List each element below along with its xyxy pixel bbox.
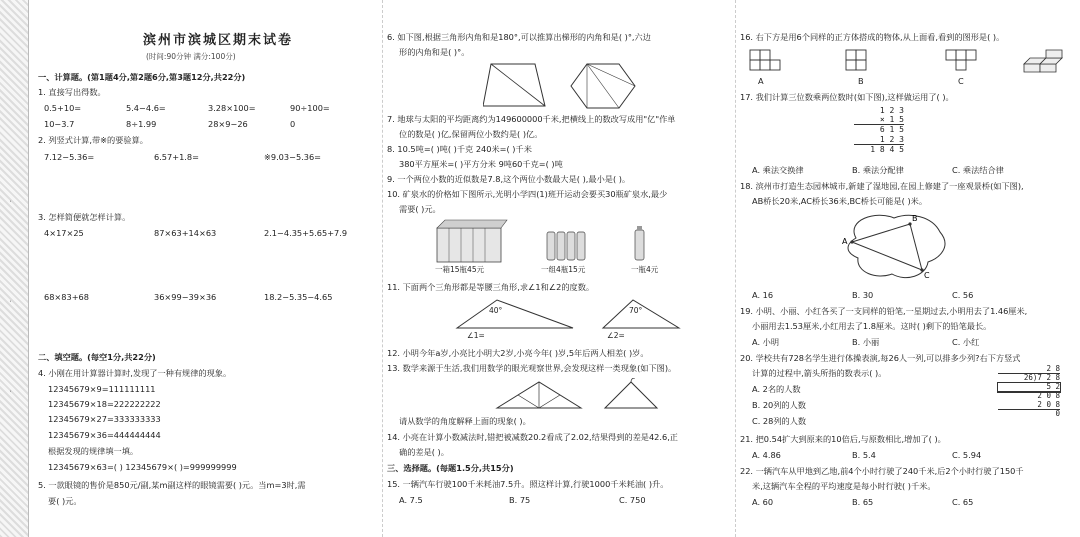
water-bottles-figure [435, 218, 655, 264]
bridge-map [836, 210, 956, 282]
section-choice: 三、选择题。(每题1.5分,共15分) [387, 463, 514, 473]
question-5-line-2: 要( )元。 [48, 496, 82, 506]
question-9: 9. 一个两位小数的近似数是7.8,这个两位小数最大是( ),最小是( )。 [387, 174, 631, 184]
question-18-line-1: 18. 滨州市打造生态园林城市,新建了湿地园,在园上修建了一座观景桥(如下图), [740, 181, 1024, 191]
page-title: 滨州市滨城区期末试卷 [143, 33, 294, 48]
pattern-eq-2: 12345679×18=222222222 [48, 399, 161, 409]
question-20-line-2: 计算的过程中,箭头所指的数表示( )。 [752, 368, 887, 378]
q19-option-b[interactable]: B. 小丽 [852, 337, 880, 347]
q2-row: 7.12−5.36= 6.57+1.8= ※9.03−5.36= [44, 152, 322, 162]
angle-a-label: 40° [489, 306, 503, 315]
question-18-line-2: AB桥长20米,AC桥长36米,BC桥长可能是( )米。 [752, 196, 928, 206]
question-12: 12. 小明今年a岁,小亮比小明大2岁,小亮今年( )岁,5年后两人相差( )岁。 [387, 348, 649, 358]
question-13-line-2: 请从数学的角度解释上面的现象( )。 [399, 416, 531, 426]
vertical-multiplication: 1 2 3 × 1 5 6 1 5 1 2 3 1 8 4 5 [854, 106, 904, 154]
q17-option-c[interactable]: C. 乘法结合律 [952, 165, 1004, 175]
question-20-line-1: 20. 学校共有728名学生进行体操表演,每26人一列,可以排多少列?右下方竖式 [740, 353, 1021, 363]
question-6-line-2: 形的内角和是( )°。 [399, 47, 470, 57]
section-calculation: 一、计算题。(第1题4分,第2题6分,第3题12分,共22分) [38, 72, 246, 82]
question-21: 21. 把0.54扩大到原来的10倍后,与原数相比,增加了( )。 [740, 434, 946, 444]
bridge-ab [852, 224, 910, 242]
bottle-case-icon [437, 220, 507, 262]
point-a-label: A [842, 237, 848, 246]
question-1: 1. 直接写出得数。 [38, 87, 106, 97]
price-pack: 一组4瓶15元 [541, 265, 586, 274]
q17-option-b[interactable]: B. 乘法分配律 [852, 165, 904, 175]
q16-option-a[interactable]: A [758, 76, 764, 86]
long-division: 2 8 26)7 2 8 5 2 2 0 8 2 0 8 0 [998, 365, 1060, 418]
pattern-eq-1: 12345679×9=111111111 [48, 384, 156, 394]
question-3: 3. 怎样简便就怎样计算。 [38, 212, 131, 222]
question-14-line-1: 14. 小亮在计算小数减法时,错把被减数20.2看成了2.02,结果得到的差是42.6,正 [387, 432, 678, 442]
q15-option-b[interactable]: B. 75 [509, 495, 531, 505]
angle-1-answer: ∠1= [467, 331, 485, 340]
point-b-label: B [912, 214, 918, 223]
q16-option-b[interactable]: B [858, 76, 864, 86]
question-19-line-1: 19. 小明、小丽、小红各买了一支同样的铅笔,一星期过去,小明用去了1.46厘米, [740, 306, 1028, 316]
q4-instruction: 根据发现的规律填一填。 [48, 446, 139, 456]
q16-figures [746, 46, 1066, 76]
q17-option-a[interactable]: A. 乘法交换律 [752, 165, 804, 175]
view-b-icon [846, 50, 866, 70]
q21-option-b[interactable]: B. 5.4 [852, 450, 876, 460]
bridge-ac [852, 242, 922, 270]
q19-options [752, 337, 1012, 348]
question-11: 11. 下面两个三角形都是等腰三角形,求∠1和∠2的度数。 [387, 282, 595, 292]
q20-option-c[interactable]: C. 28列的人数 [752, 416, 807, 426]
q4-fill: 12345679×63=( ) 12345679×( )=999999999 [48, 462, 237, 472]
single-bottle-icon [635, 226, 644, 260]
q16-option-c[interactable]: C [958, 76, 964, 86]
column-middle [382, 0, 727, 537]
question-4: 4. 小刚在用计算器计算时,发现了一种有规律的现象。 [38, 368, 232, 378]
pattern-eq-3: 12345679×27=333333333 [48, 414, 161, 424]
price-single: 一瓶4元 [631, 265, 659, 274]
q18-option-b[interactable]: B. 30 [852, 290, 874, 300]
view-a-icon [750, 50, 780, 70]
point-c-label: C [924, 271, 930, 280]
question-8-line-2: 380平方厘米=( )平方分米 9吨60千克=( )吨 [399, 159, 563, 169]
q18-options [752, 290, 1012, 301]
q22-option-a[interactable]: A. 60 [752, 497, 774, 507]
q21-option-c[interactable]: C. 5.94 [952, 450, 982, 460]
question-22-line-2: 米,这辆汽车全程的平均速度是每小时行驶( )千米。 [752, 481, 936, 491]
question-13-line-1: 13. 数学来源于生活,我们用数学的眼光观察世界,会发现这样一类现象(如下图)。 [387, 363, 677, 373]
angle-2-answer: ∠2= [607, 331, 625, 340]
column-right [735, 0, 1075, 537]
page-subtitle: (时间:90分钟 满分:100分) [146, 52, 236, 61]
binding-mark: · [6, 200, 14, 203]
question-15: 15. 一辆汽车行驶100千米耗油7.5升。照这样计算,行驶1000千米耗油( )升。 [387, 479, 669, 489]
question-7-line-2: 位的数是( )亿,保留两位小数约是( )亿。 [399, 129, 543, 139]
q21-option-a[interactable]: A. 4.86 [752, 450, 781, 460]
section-fill-blank: 二、填空题。(每空1分,共22分) [38, 352, 156, 362]
q1-row-2: 10−3.7 8÷1.99 28×9−26 0 [44, 119, 296, 129]
question-2: 2. 列竖式计算,带※的要验算。 [38, 135, 148, 145]
question-19-line-2: 小丽用去1.53厘米,小红用去了1.8厘米。这时( )剩下的铅笔最长。 [752, 321, 992, 331]
question-5-line-1: 5. 一款眼镜的售价是850元/副,某m副这样的眼镜需要( )元。当m=3时,需 [38, 480, 306, 490]
binding-margin [0, 0, 29, 537]
cube-stack-icon [1024, 50, 1062, 72]
q17-options [752, 165, 1052, 176]
q21-options [752, 450, 1012, 461]
binding-mark: · [6, 390, 14, 393]
q1-row-1: 0.5+10= 5.4−4.6= 3.28×100= 90÷100= [44, 103, 330, 113]
truss-figures [493, 378, 663, 412]
q15-option-c[interactable]: C. 750 [619, 495, 646, 505]
question-7-line-1: 7. 地球与太阳的平均距离约为149600000千米,把横线上的数改写成用"亿"作单 [387, 114, 676, 124]
question-6-line-1: 6. 如下图,根据三角形内角和是180°,可以推算出梯形的内角和是( )°,六边 [387, 32, 651, 42]
q3-row-1: 4×17×25 87×63+14×63 2.1−4.35+5.65+7.9 [44, 228, 348, 238]
angle-b-label: 70° [629, 306, 643, 315]
binding-mark: · [6, 300, 14, 303]
question-10-line-2: 需要( )元。 [399, 204, 441, 214]
q15-options [399, 495, 699, 506]
q22-options [752, 497, 1012, 508]
q22-option-c[interactable]: C. 65 [952, 497, 974, 507]
q15-option-a[interactable]: A. 7.5 [399, 495, 423, 505]
triangle-1 [457, 300, 573, 328]
isosceles-triangles [453, 296, 683, 332]
q3-row-2: 68×83+68 36×99−39×36 18.2−5.35−4.65 [44, 292, 333, 302]
question-22-line-1: 22. 一辆汽车从甲地到乙地,前4个小时行驶了240千米,后2个小时行驶了150千 [740, 466, 1024, 476]
q18-option-a[interactable]: A. 16 [752, 290, 774, 300]
bridge-bc [910, 224, 922, 270]
hanger-icon [605, 382, 657, 408]
trapezoid-figure [483, 64, 545, 106]
question-8-line-1: 8. 10.5吨=( )吨( )千克 240米=( )千米 [387, 144, 532, 154]
price-case: 一箱15瓶45元 [435, 265, 485, 274]
column-left [38, 0, 368, 537]
question-10-line-1: 10. 矿泉水的价格如下图所示,光明小学四(1)班开运动会要买30瓶矿泉水,最少 [387, 189, 668, 199]
question-14-line-2: 确的差是( )。 [399, 447, 449, 457]
q20-option-a[interactable]: A. 2名的人数 [752, 384, 801, 394]
question-17: 17. 我们计算三位数乘两位数时(如下图),这样做运用了( )。 [740, 92, 954, 102]
bottle-pack-icon [547, 232, 585, 260]
question-16: 16. 右下方是用6个同样的正方体搭成的物体,从上面看,看到的图形是( )。 [740, 32, 1005, 42]
q22-option-b[interactable]: B. 65 [852, 497, 874, 507]
q6-figures [483, 62, 643, 110]
view-c-icon [946, 50, 976, 70]
q19-option-c[interactable]: C. 小红 [952, 337, 980, 347]
q18-option-c[interactable]: C. 56 [952, 290, 974, 300]
pattern-eq-4: 12345679×36=444444444 [48, 430, 161, 440]
q19-option-a[interactable]: A. 小明 [752, 337, 780, 347]
q16-options [758, 76, 1018, 87]
q20-option-b[interactable]: B. 20列的人数 [752, 400, 806, 410]
